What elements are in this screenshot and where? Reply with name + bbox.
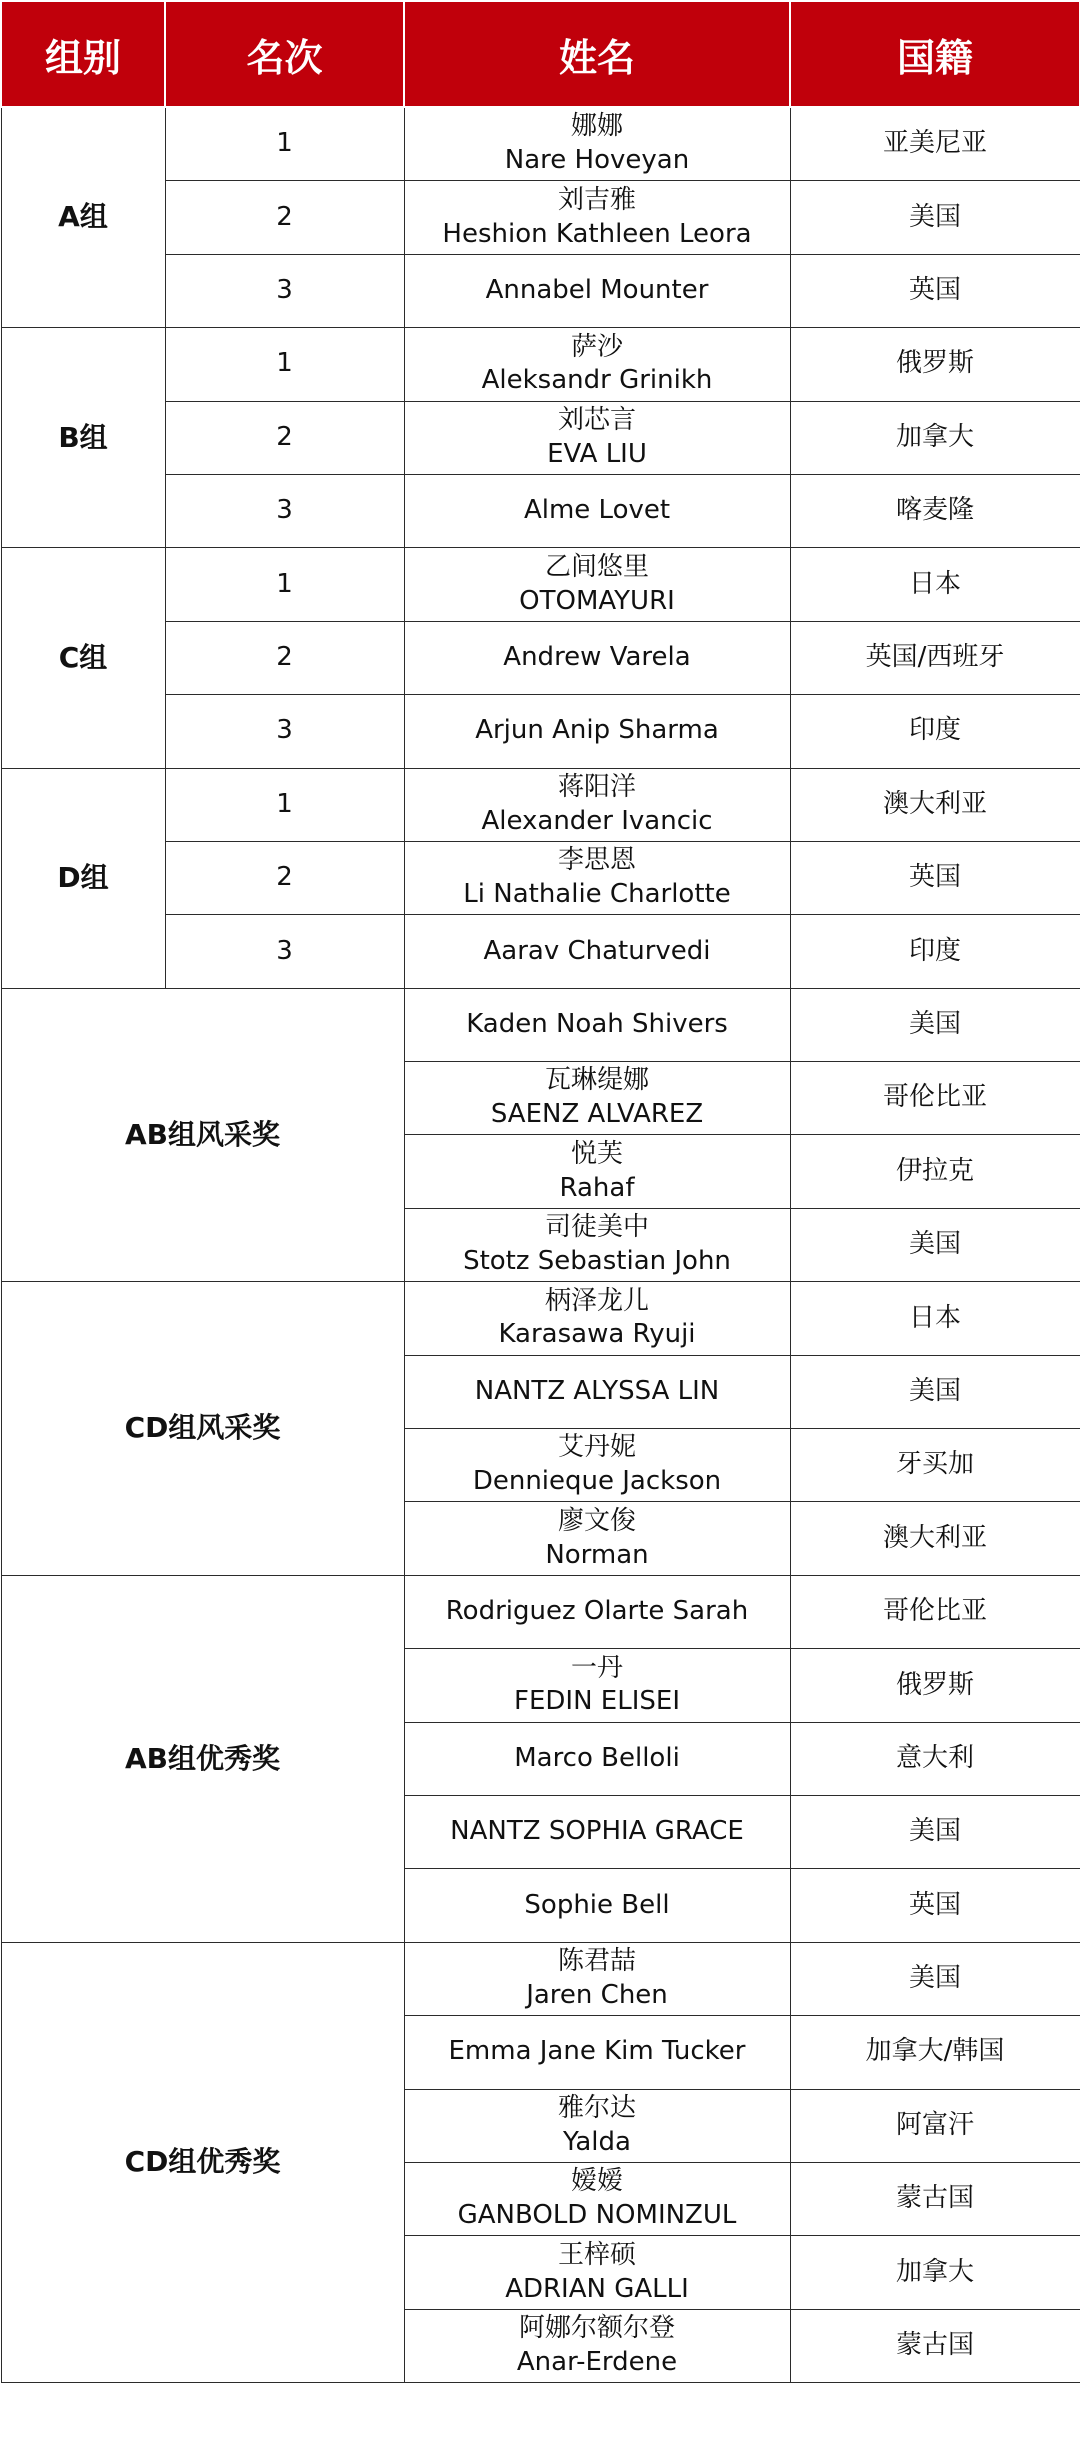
english-name: Rahaf [559, 1172, 635, 1203]
name-cell [404, 1135, 790, 1208]
chinese-name: 瓦琳缇娜 [544, 1065, 649, 1096]
chinese-name: 艾丹妮 [557, 1432, 636, 1463]
nationality-cell: 亚美尼亚 [790, 107, 1080, 181]
english-name: Nare Hoveyan [504, 145, 690, 176]
rank-cell: 3 [165, 915, 404, 988]
table-row [1, 1575, 1080, 1648]
rank-cell: 2 [165, 621, 404, 694]
name-cell [404, 2236, 790, 2309]
header-row [1, 1, 1080, 107]
nationality-cell: 加拿大 [790, 2236, 1080, 2309]
table-row [1, 107, 1080, 181]
chinese-name: 雅尔达 [557, 2092, 636, 2123]
name-cell [404, 1208, 790, 1281]
table-row [1, 988, 1080, 1061]
name-cell [404, 915, 790, 988]
english-name: GANBOLD NOMINZUL [457, 2200, 737, 2231]
nationality-cell: 美国 [790, 181, 1080, 254]
name-cell [404, 841, 790, 914]
nationality-cell: 美国 [790, 1208, 1080, 1281]
nationality-cell: 意大利 [790, 1722, 1080, 1795]
name-cell [404, 2162, 790, 2235]
name-cell [404, 181, 790, 254]
english-name: SAENZ ALVAREZ [490, 1099, 704, 1130]
english-name: Dennieque Jackson [472, 1466, 722, 1497]
english-name: Alexander Ivancic [481, 805, 713, 836]
english-name: Sophie Bell [524, 1889, 670, 1920]
rank-cell: 3 [165, 474, 404, 547]
nationality-cell: 阿富汗 [790, 2089, 1080, 2162]
nationality-cell: 哥伦比亚 [790, 1062, 1080, 1135]
name-cell [404, 1502, 790, 1575]
name-cell [404, 1575, 790, 1648]
english-name: OTOMAYURI [519, 585, 675, 616]
chinese-name: 李思恩 [557, 845, 636, 876]
nationality-cell: 加拿大 [790, 401, 1080, 474]
nationality-cell: 印度 [790, 695, 1080, 768]
header-nationality: 国籍 [790, 1, 1080, 107]
award-group-cell: CD组风采奖 [1, 1282, 404, 1576]
table-row [1, 328, 1080, 401]
table-row [1, 768, 1080, 841]
nationality-cell: 蒙古国 [790, 2162, 1080, 2235]
english-name: Karasawa Ryuji [498, 1319, 696, 1350]
rank-cell: 1 [165, 548, 404, 621]
name-cell [404, 1429, 790, 1502]
name-cell [404, 621, 790, 694]
english-name: EVA LIU [547, 438, 647, 469]
name-cell [404, 1355, 790, 1428]
header-group: 组别 [1, 1, 165, 107]
chinese-name: 萨沙 [570, 331, 623, 362]
english-name: Rodriguez Olarte Sarah [445, 1596, 749, 1627]
english-name: Stotz Sebastian John [463, 1246, 731, 1277]
english-name: Arjun Anip Sharma [475, 715, 719, 746]
group-cell: D组 [1, 768, 165, 988]
chinese-name: 司徒美中 [544, 1212, 649, 1243]
chinese-name: 阿娜尔额尔登 [518, 2313, 675, 2344]
chinese-name: 乙间悠里 [544, 551, 649, 582]
name-cell [404, 988, 790, 1061]
nationality-cell: 美国 [790, 1942, 1080, 2015]
name-cell [404, 474, 790, 547]
english-name: NANTZ SOPHIA GRACE [450, 1816, 744, 1847]
english-name: Li Nathalie Charlotte [463, 879, 731, 910]
chinese-name: 刘吉雅 [557, 184, 636, 215]
name-cell [404, 2089, 790, 2162]
name-cell [404, 1869, 790, 1942]
chinese-name: 嫒嫒 [570, 2166, 623, 2197]
english-name: Marco Belloli [514, 1742, 680, 1773]
name-cell [404, 1795, 790, 1868]
english-name: Emma Jane Kim Tucker [448, 2036, 746, 2067]
name-cell [404, 1942, 790, 2015]
nationality-cell: 美国 [790, 988, 1080, 1061]
chinese-name: 柄泽龙儿 [544, 1285, 649, 1316]
name-cell [404, 548, 790, 621]
name-cell [404, 2016, 790, 2089]
table-row [1, 1942, 1080, 2015]
table-row [1, 548, 1080, 621]
name-cell [404, 107, 790, 181]
table-header [1, 1, 1080, 107]
nationality-cell: 美国 [790, 1795, 1080, 1868]
english-name: Alme Lovet [523, 495, 671, 526]
nationality-cell: 英国 [790, 841, 1080, 914]
chinese-name: 王梓硕 [557, 2239, 636, 2270]
name-cell [404, 254, 790, 327]
name-cell [404, 1282, 790, 1355]
group-cell: B组 [1, 328, 165, 548]
chinese-name: 廖文俊 [557, 1505, 636, 1536]
english-name: FEDIN ELISEI [514, 1686, 680, 1717]
chinese-name: 陈君喆 [557, 1946, 636, 1977]
rank-cell: 1 [165, 768, 404, 841]
chinese-name: 一丹 [570, 1652, 623, 1683]
english-name: NANTZ ALYSSA LIN [474, 1375, 720, 1406]
name-cell [404, 695, 790, 768]
nationality-cell: 日本 [790, 548, 1080, 621]
nationality-cell: 英国/西班牙 [790, 621, 1080, 694]
table-body [1, 107, 1080, 2383]
nationality-cell: 英国 [790, 1869, 1080, 1942]
english-name: Aleksandr Grinikh [481, 365, 713, 396]
rank-cell: 2 [165, 841, 404, 914]
nationality-cell: 伊拉克 [790, 1135, 1080, 1208]
rank-cell: 2 [165, 181, 404, 254]
name-cell [404, 1649, 790, 1722]
name-cell [404, 1722, 790, 1795]
english-name: Aarav Chaturvedi [483, 935, 711, 966]
chinese-name: 蒋阳洋 [557, 771, 636, 802]
nationality-cell: 俄罗斯 [790, 1649, 1080, 1722]
nationality-cell: 印度 [790, 915, 1080, 988]
award-group-cell: AB组优秀奖 [1, 1575, 404, 1942]
rank-cell: 2 [165, 401, 404, 474]
english-name: Heshion Kathleen Leora [442, 218, 752, 249]
group-cell: A组 [1, 107, 165, 328]
rank-cell: 1 [165, 107, 404, 181]
name-cell [404, 401, 790, 474]
rank-cell: 3 [165, 695, 404, 768]
nationality-cell: 俄罗斯 [790, 328, 1080, 401]
rank-cell: 1 [165, 328, 404, 401]
rank-cell: 3 [165, 254, 404, 327]
english-name: Kaden Noah Shivers [466, 1008, 728, 1039]
english-name: Annabel Mounter [485, 275, 709, 306]
english-name: Anar-Erdene [516, 2346, 678, 2377]
english-name: Jaren Chen [526, 1979, 668, 2010]
nationality-cell: 牙买加 [790, 1429, 1080, 1502]
header-rank: 名次 [165, 1, 404, 107]
english-name: Andrew Varela [503, 642, 691, 673]
nationality-cell: 加拿大/韩国 [790, 2016, 1080, 2089]
award-group-cell: AB组风采奖 [1, 988, 404, 1282]
award-group-cell: CD组优秀奖 [1, 1942, 404, 2382]
nationality-cell: 澳大利亚 [790, 768, 1080, 841]
group-cell: C组 [1, 548, 165, 768]
nationality-cell: 英国 [790, 254, 1080, 327]
chinese-name: 娜娜 [570, 111, 623, 142]
nationality-cell: 蒙古国 [790, 2309, 1080, 2382]
header-name: 姓名 [404, 1, 790, 107]
nationality-cell: 哥伦比亚 [790, 1575, 1080, 1648]
name-cell [404, 328, 790, 401]
name-cell [404, 2309, 790, 2382]
nationality-cell: 日本 [790, 1282, 1080, 1355]
nationality-cell: 美国 [790, 1355, 1080, 1428]
english-name: ADRIAN GALLI [505, 2273, 689, 2304]
english-name: Yalda [563, 2126, 631, 2157]
english-name: Norman [545, 1539, 649, 1570]
name-cell [404, 768, 790, 841]
chinese-name: 刘芯言 [557, 404, 636, 435]
nationality-cell: 喀麦隆 [790, 474, 1080, 547]
name-cell [404, 1062, 790, 1135]
chinese-name: 悦芙 [570, 1138, 623, 1169]
nationality-cell: 澳大利亚 [790, 1502, 1080, 1575]
table-row [1, 1282, 1080, 1355]
